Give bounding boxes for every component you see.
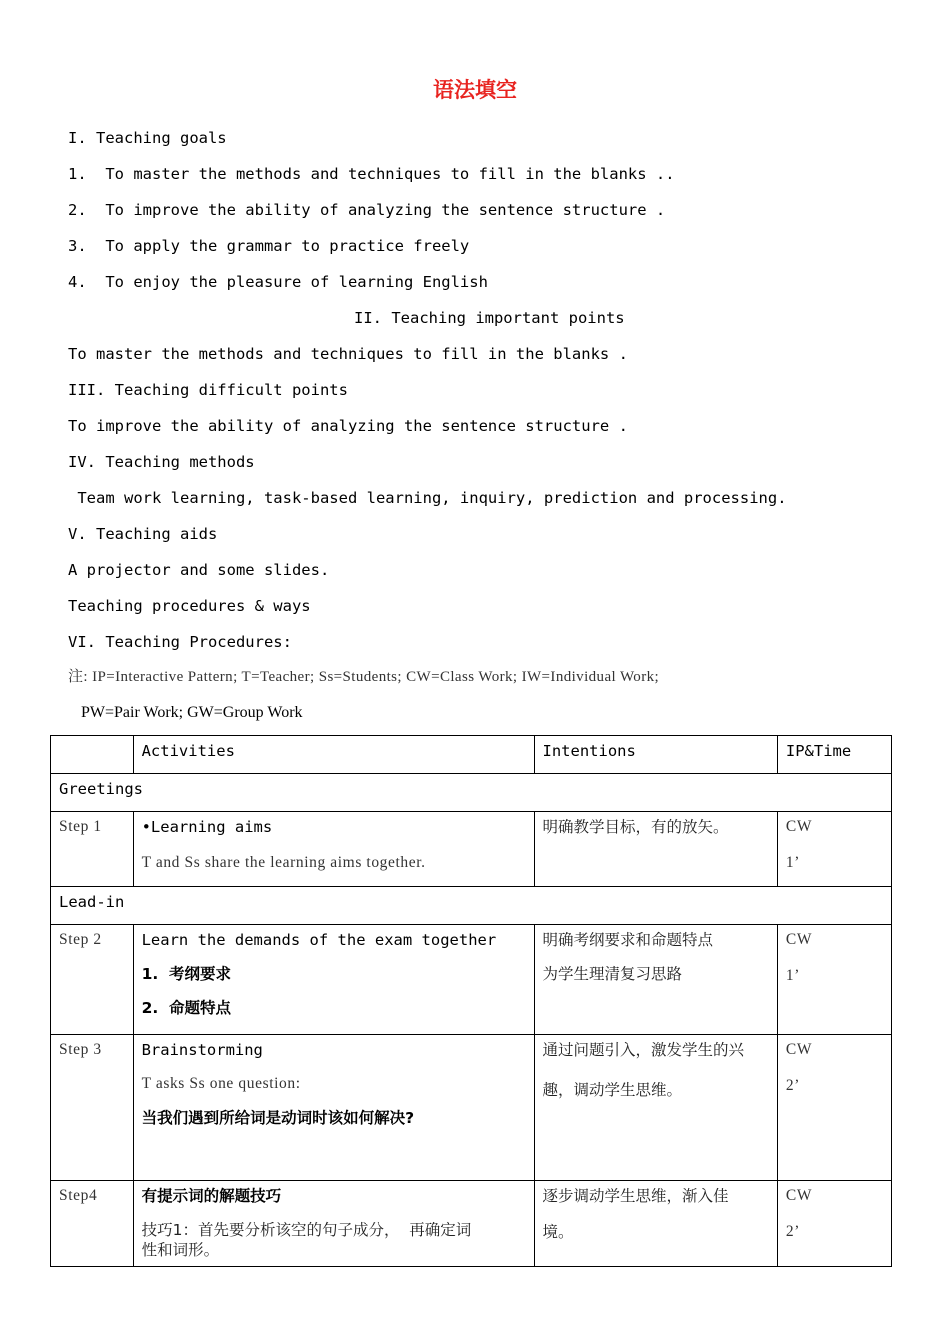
intention-text: 明确教学目标，有的放矢。 [534, 812, 777, 887]
interactive-pattern: CW [785, 1187, 813, 1204]
activity-detail: T and Ss share the learning aims together. [141, 854, 426, 871]
section-row-greetings [51, 774, 892, 812]
step-label: Step4 [51, 1181, 134, 1267]
activity-title: Brainstorming [141, 1041, 263, 1059]
activity-point-2: 2. 命题特点 [141, 999, 232, 1017]
difficult-points-text: To improve the ability of analyzing the sentence structure . [68, 417, 628, 435]
header-intentions: Intentions [534, 736, 777, 774]
table-row-step2 [51, 925, 892, 1035]
section-teaching-goals: I. Teaching goals [68, 129, 227, 147]
interactive-pattern: CW [785, 818, 813, 835]
activity-question: 当我们遇到所给词是动词时该如何解决? [141, 1109, 415, 1127]
important-points-text: To master the methods and techniques to fill in the blanks . [68, 345, 628, 363]
intention-line-2: 为学生理清复习思路 [542, 965, 683, 983]
section-difficult-points: III. Teaching difficult points [68, 381, 348, 399]
page-title: 语法填空 [433, 78, 517, 102]
activity-detail: T asks Ss one question: [141, 1075, 301, 1092]
goal-item-3: 3. To apply the grammar to practice freely [68, 237, 470, 255]
section-label-leadin: Lead-in [51, 887, 892, 925]
time-value: 1’ [785, 967, 801, 984]
header-ip-time: IP&Time [777, 736, 891, 774]
teaching-aids-text: A projector and some slides. [68, 561, 330, 579]
goal-item-2: 2. To improve the ability of analyzing the sentence structure . [68, 201, 666, 219]
table-header-row [51, 736, 892, 774]
section-important-points: II. Teaching important points [354, 309, 625, 327]
goal-item-4: 4. To enjoy the pleasure of learning English [68, 273, 488, 291]
time-value: 1’ [785, 854, 801, 871]
section-teaching-methods: IV. Teaching methods [68, 453, 255, 471]
activity-detail-line-2: 性和词形。 [141, 1241, 220, 1259]
table-row-step4 [51, 1181, 892, 1267]
intention-line-1: 逐步调动学生思维，渐入佳 [542, 1187, 729, 1205]
intention-line-1: 明确考纲要求和命题特点 [542, 931, 714, 949]
teaching-methods-text: Team work learning, task-based learning, inquiry, prediction and processing. [68, 489, 787, 507]
header-activities: Activities [133, 736, 534, 774]
goal-item-1: 1. To master the methods and techniques to fill in the blanks .. [68, 165, 675, 183]
section-row-leadin [51, 887, 892, 925]
interactive-pattern: CW [785, 931, 813, 948]
table-row-step3 [51, 1035, 892, 1181]
abbreviation-note: 注: IP=Interactive Pattern; T=Teacher; Ss=Students; CW=Class Work; IW=Individual Work; [68, 669, 660, 685]
procedures-table [50, 735, 892, 1267]
table-row-step1 [51, 812, 892, 887]
time-value: 2’ [785, 1077, 801, 1094]
interactive-pattern: CW [785, 1041, 813, 1058]
step-label: Step 3 [51, 1035, 134, 1181]
activity-title: •Learning aims [141, 818, 273, 836]
abbreviation-note-continued: PW=Pair Work; GW=Group Work [81, 704, 303, 721]
section-teaching-procedures: VI. Teaching Procedures: [68, 633, 292, 651]
intention-line-2: 境。 [542, 1223, 574, 1241]
procedures-ways-heading: Teaching procedures & ways [68, 597, 311, 615]
section-teaching-aids: V. Teaching aids [68, 525, 218, 543]
intention-line-1: 通过问题引入，激发学生的兴 [542, 1041, 745, 1059]
intention-line-2: 趣，调动学生思维。 [542, 1081, 683, 1099]
activity-title: 有提示词的解题技巧 [141, 1187, 282, 1205]
activity-detail-line-1: 技巧1：首先要分析该空的句子成分， 再确定词 [141, 1221, 472, 1239]
activity-point-1: 1. 考纲要求 [141, 965, 232, 983]
section-label-greetings: Greetings [51, 774, 892, 812]
time-value: 2’ [785, 1223, 801, 1240]
activity-title: Learn the demands of the exam together [141, 931, 497, 949]
step-label: Step 1 [51, 812, 134, 887]
header-cell-empty [51, 736, 134, 774]
step-label: Step 2 [51, 925, 134, 1035]
